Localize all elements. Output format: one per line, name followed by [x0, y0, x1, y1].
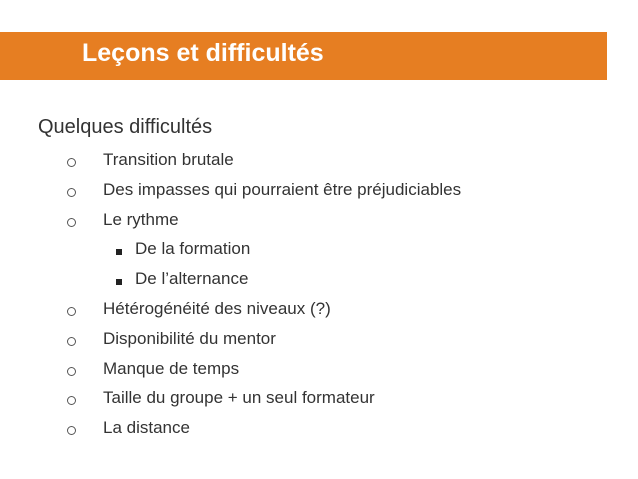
filled-square-icon [116, 279, 122, 285]
list-item-text: Disponibilité du mentor [103, 329, 276, 348]
list-item-text: Transition brutale [103, 150, 234, 169]
hollow-circle-icon [67, 396, 76, 405]
list-item [0, 299, 620, 321]
list-item-text: Hétérogénéité des niveaux (?) [103, 299, 331, 318]
hollow-circle-icon [67, 426, 76, 435]
list-item-text: De l’alternance [135, 269, 249, 288]
hollow-circle-icon [67, 158, 76, 167]
hollow-circle-icon [67, 337, 76, 346]
hollow-circle-icon [67, 188, 76, 197]
list-item [0, 180, 620, 202]
filled-square-icon [116, 249, 122, 255]
hollow-circle-icon [67, 218, 76, 227]
list-item [0, 150, 620, 172]
title-bar [0, 32, 607, 80]
list-item [0, 418, 620, 440]
list-item-text: La distance [103, 418, 190, 437]
list-item-text: Taille du groupe + un seul formateur [103, 388, 375, 407]
list-item [0, 388, 620, 410]
list-item-text: Le rythme [103, 210, 179, 229]
list-item [0, 269, 620, 291]
list-item-text: Des impasses qui pourraient être préjudiciables [103, 180, 462, 199]
list-item [0, 329, 620, 351]
list-item [0, 359, 620, 381]
slide-heading: Quelques difficultés [38, 116, 213, 138]
slide-title: Leçons et difficultés [82, 39, 324, 67]
list-item-text: Manque de temps [103, 359, 240, 378]
hollow-circle-icon [67, 367, 76, 376]
list-item [0, 239, 620, 261]
hollow-circle-icon [67, 307, 76, 316]
list-item-text: De la formation [135, 239, 251, 258]
list-item [0, 210, 620, 232]
